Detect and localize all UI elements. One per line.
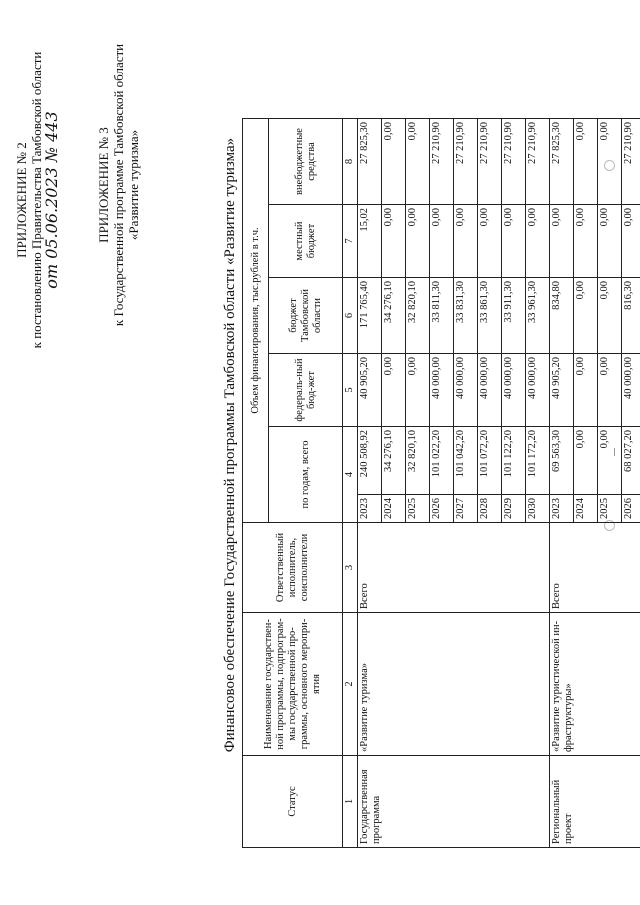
cell-federal: 40 905,20 xyxy=(550,354,574,427)
cell-total: 0,00 xyxy=(598,427,622,495)
cell-regional: 834,80 xyxy=(550,278,574,354)
cell-federal: 0,00 xyxy=(574,354,598,427)
financing-table xyxy=(242,118,640,848)
cell-executor: Всего xyxy=(358,523,550,613)
cell-federal: 40 000,00 xyxy=(430,354,454,427)
cell-extrabudget: 27 210,90 xyxy=(526,119,550,205)
cell-year: 2023 xyxy=(550,495,574,523)
cell-year: 2023 xyxy=(358,495,382,523)
cell-extrabudget: 27 210,90 xyxy=(430,119,454,205)
cell-extrabudget: 27 210,90 xyxy=(622,119,640,205)
cell-local: 0,00 xyxy=(550,205,574,278)
appendix-3-title: ПРИЛОЖЕНИЕ № 3 xyxy=(96,127,111,243)
col-number: 2 xyxy=(343,613,358,756)
cell-total: 101 042,20 xyxy=(454,427,478,495)
handwritten-date-number: от 05.06.2023 № 443 xyxy=(42,111,61,289)
cell-status: Региональный проект xyxy=(550,756,640,848)
cell-total: 101 072,20 xyxy=(478,427,502,495)
cell-regional: 33 861,30 xyxy=(478,278,502,354)
cell-regional: 32 820,10 xyxy=(406,278,430,354)
cell-year: 2029 xyxy=(502,495,526,523)
cell-local: 0,00 xyxy=(574,205,598,278)
cell-local: 0,00 xyxy=(406,205,430,278)
appendix-3-line2: «Развитие туризма» xyxy=(126,129,141,241)
col-number: 4 xyxy=(343,427,358,523)
cell-federal: 40 000,00 xyxy=(454,354,478,427)
cell-year: 2030 xyxy=(526,495,550,523)
cell-federal: 40 000,00 xyxy=(478,354,502,427)
cell-local: 0,00 xyxy=(478,205,502,278)
cell-year: 2025 xyxy=(598,495,622,523)
cell-total: 0,00 xyxy=(574,427,598,495)
cell-regional: 0,00 xyxy=(574,278,598,354)
cell-extrabudget: 27 825,30 xyxy=(358,119,382,205)
header-volume: Объем финансирования, тыс.рублей в т.ч. xyxy=(243,119,269,523)
cell-regional: 33 811,30 xyxy=(430,278,454,354)
header-local: местный бюджет xyxy=(269,205,343,278)
col-number: 6 xyxy=(343,278,358,354)
cell-total: 69 563,30 xyxy=(550,427,574,495)
cell-federal: 40 000,00 xyxy=(502,354,526,427)
header-status: Статус xyxy=(243,756,343,848)
col-number: 8 xyxy=(343,119,358,205)
header-extrabudget: внебюджетные средства xyxy=(269,119,343,205)
cell-extrabudget: 0,00 xyxy=(574,119,598,205)
cell-local: 0,00 xyxy=(430,205,454,278)
cell-total: 101 022,20 xyxy=(430,427,454,495)
header-name: Наименование государствен-ной программы, подпрограм-мы государственной про-граммы, основного меропри-ятия xyxy=(243,613,343,756)
cell-year: 2024 xyxy=(382,495,406,523)
cell-extrabudget: 0,00 xyxy=(598,119,622,205)
appendix-3-header xyxy=(96,25,141,345)
cell-local: 0,00 xyxy=(502,205,526,278)
cell-federal: 40 905,20 xyxy=(358,354,382,427)
col-number: 1 xyxy=(343,756,358,848)
cell-program-name: «Развитие туристической ин-фраструктуры» xyxy=(550,613,640,756)
cell-regional: 33 831,30 xyxy=(454,278,478,354)
col-number: 5 xyxy=(343,354,358,427)
cell-regional: 0,00 xyxy=(598,278,622,354)
cell-regional: 171 765,40 xyxy=(358,278,382,354)
appendix-2-header xyxy=(14,20,59,380)
cell-program-name: «Развитие туризма» xyxy=(358,613,550,756)
cell-federal: 0,00 xyxy=(382,354,406,427)
cell-local: 15,02 xyxy=(358,205,382,278)
cell-year: 2026 xyxy=(622,495,640,523)
page-title: Финансовое обеспечение Государственной программы Тамбовской области «Развитие туризма» xyxy=(222,137,238,753)
cell-total: 34 276,10 xyxy=(382,427,406,495)
cell-total: 68 027,20 xyxy=(622,427,640,495)
header-executor: Ответственный исполнитель, соисполнители xyxy=(243,523,343,613)
cell-regional: 816,30 xyxy=(622,278,640,354)
cell-regional: 33 961,30 xyxy=(526,278,550,354)
cell-local: 0,00 xyxy=(526,205,550,278)
table-body xyxy=(358,119,640,848)
appendix-2-line: к постановлению Правительства Тамбовской области xyxy=(29,51,44,349)
appendix-3-line1: к Государственной программе Тамбовской области xyxy=(111,43,126,327)
table-row xyxy=(550,119,574,848)
cell-total: 32 820,10 xyxy=(406,427,430,495)
table-row xyxy=(358,119,382,848)
cell-total: 101 172,20 xyxy=(526,427,550,495)
cell-federal: 0,00 xyxy=(406,354,430,427)
cell-extrabudget: 0,00 xyxy=(406,119,430,205)
cell-status: Государственная программа xyxy=(358,756,550,848)
cell-extrabudget: 27 210,90 xyxy=(478,119,502,205)
cell-extrabudget: 0,00 xyxy=(382,119,406,205)
cell-regional: 33 911,30 xyxy=(502,278,526,354)
header-years-total: по годам, всего xyxy=(269,427,343,523)
cell-year: 2025 xyxy=(406,495,430,523)
cell-total: 240 508,92 xyxy=(358,427,382,495)
cell-federal: 0,00 xyxy=(598,354,622,427)
cell-extrabudget: 27 210,90 xyxy=(454,119,478,205)
col-number: 3 xyxy=(343,523,358,613)
appendix-2-title: ПРИЛОЖЕНИЕ № 2 xyxy=(14,142,29,258)
cell-federal: 40 000,00 xyxy=(526,354,550,427)
cell-extrabudget: 27 825,30 xyxy=(550,119,574,205)
cell-federal: 40 000,00 xyxy=(622,354,640,427)
cell-local: 0,00 xyxy=(382,205,406,278)
cell-executor: Всего xyxy=(550,523,640,613)
cell-local: 0,00 xyxy=(454,205,478,278)
cell-year: 2024 xyxy=(574,495,598,523)
col-number: 7 xyxy=(343,205,358,278)
cell-local: 0,00 xyxy=(622,205,640,278)
header-federal: федераль-ный бюд-жет xyxy=(269,354,343,427)
cell-total: 101 122,20 xyxy=(502,427,526,495)
header-regional: бюджет Тамбовской области xyxy=(269,278,343,354)
cell-local: 0,00 xyxy=(598,205,622,278)
cell-year: 2028 xyxy=(478,495,502,523)
cell-year: 2027 xyxy=(454,495,478,523)
cell-regional: 34 276,10 xyxy=(382,278,406,354)
cell-year: 2026 xyxy=(430,495,454,523)
cell-extrabudget: 27 210,90 xyxy=(502,119,526,205)
